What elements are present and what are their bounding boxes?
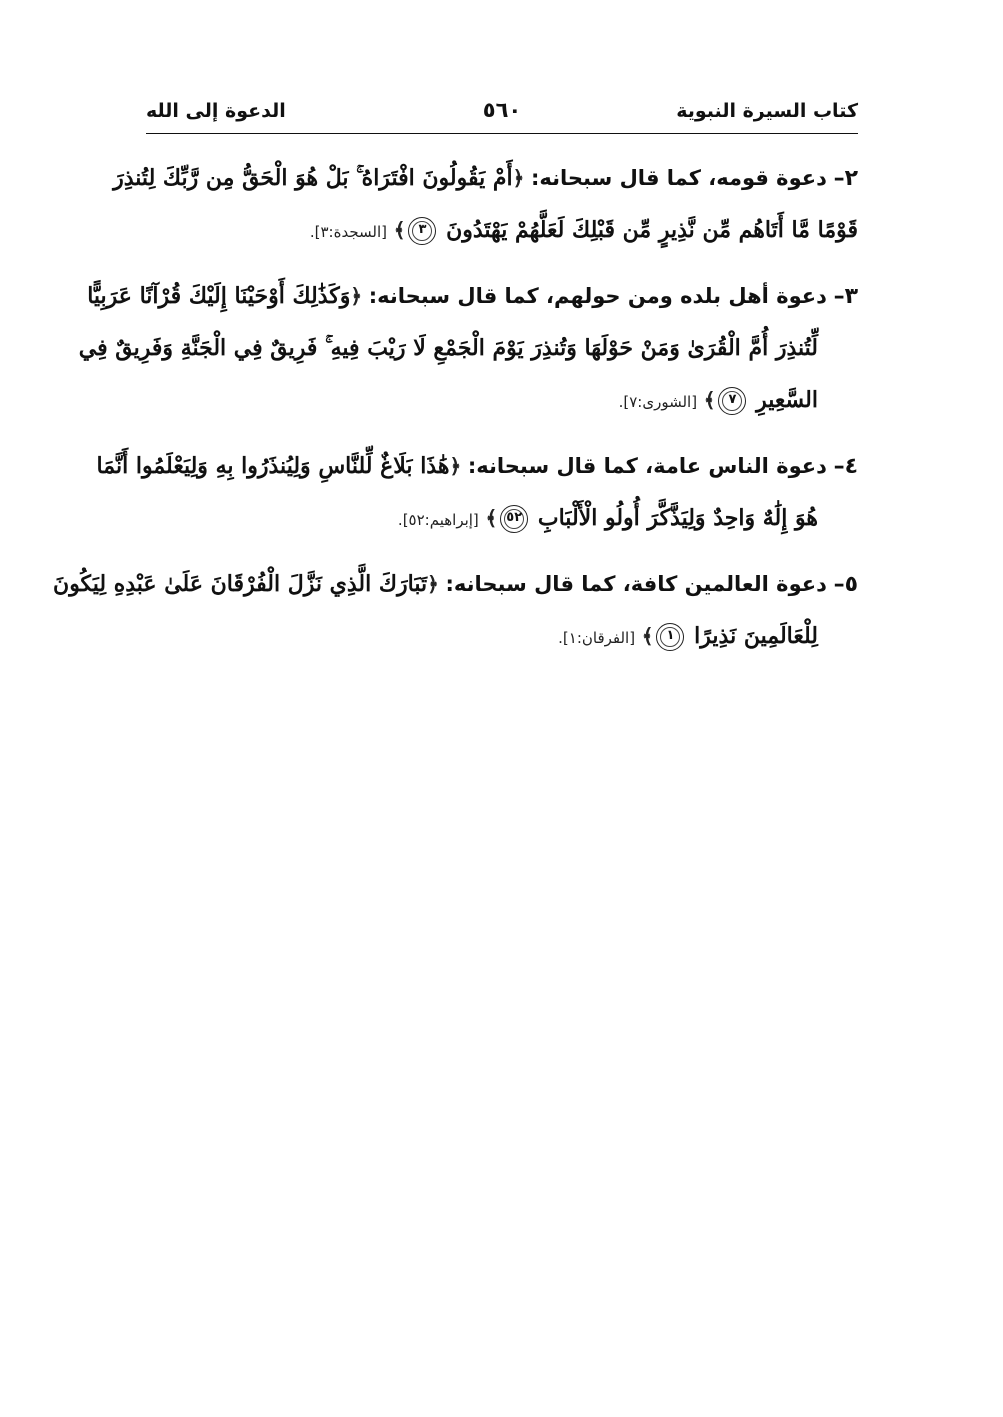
item-line <box>146 374 858 426</box>
item-line <box>87 270 858 322</box>
verse-open-bracket: ﴿ <box>449 454 462 478</box>
item-intro: دعوة العالمين كافة، كما قال سبحانه: <box>445 572 827 596</box>
ayah-number: ٣ <box>418 222 427 237</box>
verse-text: قَوْمًا مَّا أَتَاهُم مِّن نَّذِيرٍ مِّن قَبْلِكَ لَعَلَّهُمْ يَهْتَدُونَ <box>446 217 858 243</box>
page-header <box>146 96 858 130</box>
verse-open-bracket: ﴿ <box>512 166 525 190</box>
verse-text: تَبَارَكَ الَّذِي نَزَّلَ الْفُرْقَانَ عَلَىٰ عَبْدِهِ لِيَكُونَ <box>53 571 428 597</box>
ayah-number-marker <box>656 623 684 651</box>
verse-text: وَكَذَٰلِكَ أَوْحَيْنَا إِلَيْكَ قُرْآنًا عَرَبِيًّا <box>87 283 351 309</box>
item-line <box>78 322 858 374</box>
item-number: ٥– <box>833 572 858 597</box>
chapter-title: الدعوة إلى الله <box>146 100 286 122</box>
ayah-number: ٧ <box>728 392 737 407</box>
item-list <box>53 152 858 676</box>
verse-reference: [الشورى:٧]. <box>618 393 698 411</box>
item-intro: دعوة قومه، كما قال سبحانه: <box>531 166 827 190</box>
list-item <box>96 440 858 544</box>
item-number: ٢– <box>833 166 858 191</box>
verse-close-bracket: ﴾ <box>641 624 654 648</box>
item-number: ٣– <box>833 284 858 309</box>
book-title: كتاب السيرة النبوية <box>676 100 858 122</box>
list-item <box>113 152 858 256</box>
verse-open-bracket: ﴿ <box>350 284 363 308</box>
ayah-number-marker <box>408 217 436 245</box>
page-number: ٥٦٠ <box>482 98 522 122</box>
item-intro: دعوة أهل بلده ومن حولهم، كما قال سبحانه: <box>368 284 827 308</box>
ayah-number: ١ <box>666 628 675 643</box>
ayah-number-marker <box>718 387 746 415</box>
verse-text: لِلْعَالَمِينَ نَذِيرًا <box>694 623 818 649</box>
list-item <box>53 558 858 662</box>
item-line <box>113 152 858 204</box>
item-line <box>146 610 858 662</box>
verse-open-bracket: ﴿ <box>427 572 439 596</box>
ayah-number-marker <box>500 505 528 533</box>
verse-close-bracket: ﴾ <box>393 218 406 242</box>
list-item <box>78 270 858 426</box>
ayah-number: ٥٢ <box>506 510 523 525</box>
item-intro: دعوة الناس عامة، كما قال سبحانه: <box>467 454 827 478</box>
verse-text: أَمْ يَقُولُونَ افْتَرَاهُ ۚ بَلْ هُوَ الْحَقُّ مِن رَّبِّكَ لِتُنذِرَ <box>113 165 513 191</box>
verse-text: هُوَ إِلَٰهٌ وَاحِدٌ وَلِيَذَّكَّرَ أُولُو الْأَلْبَابِ <box>537 505 818 531</box>
item-line <box>96 440 858 492</box>
verse-reference: [الفرقان:١]. <box>558 629 636 647</box>
item-line <box>53 558 858 610</box>
item-line <box>146 492 858 544</box>
verse-reference: [السجدة:٣]. <box>309 223 387 241</box>
verse-close-bracket: ﴾ <box>703 388 716 412</box>
header-divider <box>146 133 858 134</box>
verse-text: هَٰذَا بَلَاغٌ لِّلنَّاسِ وَلِيُنذَرُوا بِهِ وَلِيَعْلَمُوا أَنَّمَا <box>96 453 450 479</box>
verse-reference: [إبراهيم:٥٢]. <box>397 511 479 529</box>
verse-text: لِّتُنذِرَ أُمَّ الْقُرَىٰ وَمَنْ حَوْلَهَا وَتُنذِرَ يَوْمَ الْجَمْعِ لَا رَيْبَ فِيهِ ۚ فَرِيقٌ فِي الْجَنَّةِ وَفَرِيقٌ فِي <box>78 335 818 361</box>
verse-close-bracket: ﴾ <box>485 506 498 530</box>
verse-text: السَّعِيرِ <box>756 387 818 413</box>
item-number: ٤– <box>833 454 858 479</box>
item-line <box>146 204 858 256</box>
